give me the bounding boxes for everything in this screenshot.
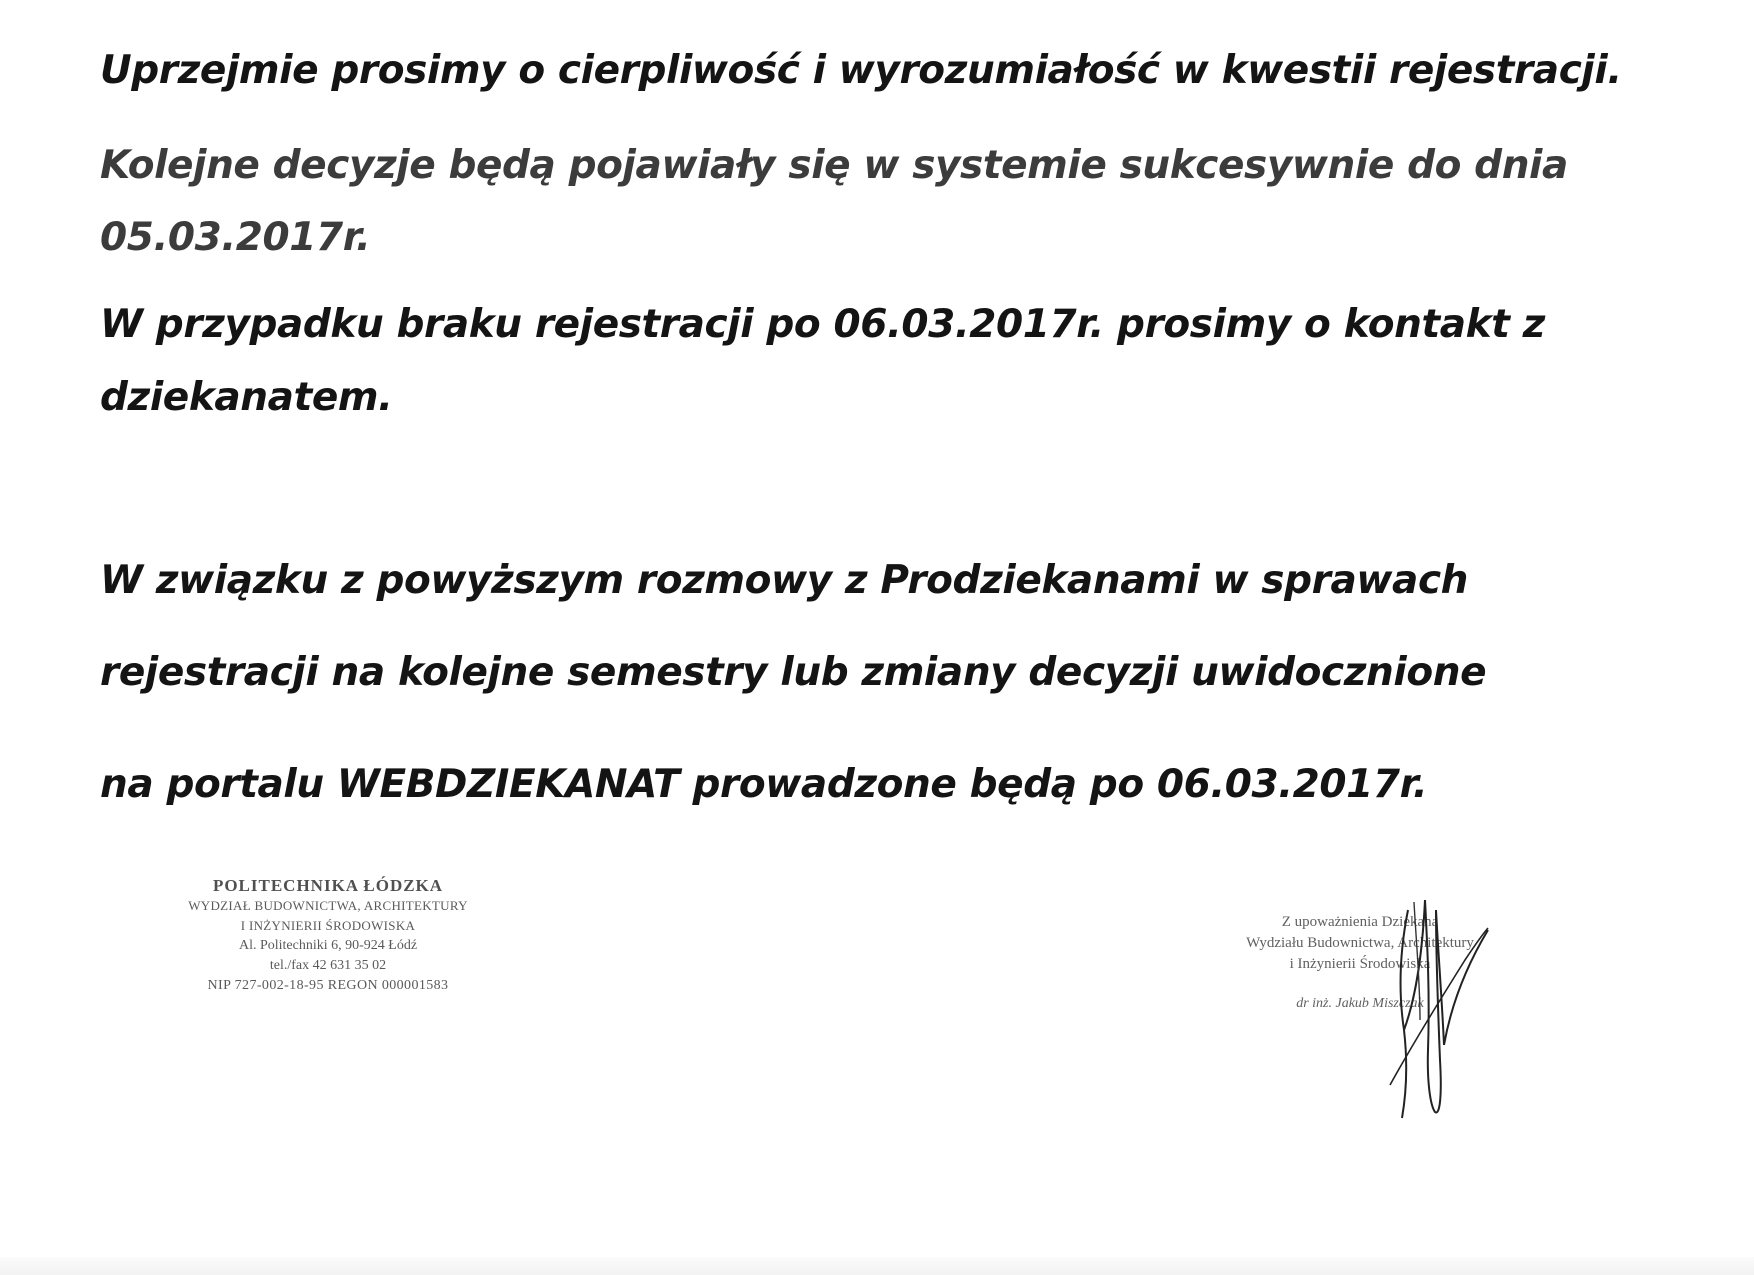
- stamp-university-name: POLITECHNIKA ŁÓDZKA: [212, 876, 444, 895]
- stamp-address: Al. Politechniki 6, 90-924 Łódź: [238, 938, 418, 953]
- authorization-line-2: Wydziału Budownictwa, Architektury: [1246, 935, 1474, 951]
- stamp-faculty-line-2: I INŻYNIERII ŚRODOWISKA: [240, 918, 416, 933]
- paragraph-line-5: dziekanatem.: [100, 375, 393, 420]
- stamp-phone: tel./fax 42 631 35 02: [269, 958, 387, 973]
- authorization-line-1: Z upoważnienia Dziekana: [1281, 914, 1439, 930]
- scan-edge: [0, 1257, 1754, 1275]
- handwritten-signature: [1370, 880, 1500, 1120]
- authorization-line-3: i Inżynierii Środowiska: [1289, 956, 1431, 972]
- stamp-tax-ids: NIP 727-002-18-95 REGON 000001583: [207, 978, 449, 993]
- stamp-faculty-line: WYDZIAŁ BUDOWNICTWA, ARCHITEKTURY: [188, 898, 468, 913]
- faculty-stamp: [148, 876, 508, 996]
- paragraph-line-6: W związku z powyższym rozmowy z Prodziekanami w sprawach: [100, 558, 1469, 603]
- paragraph-line-1: Uprzejmie prosimy o cierpliwość i wyrozumiałość w kwestii rejestracji.: [100, 48, 1622, 93]
- paragraph-line-8: na portalu WEBDZIEKANAT prowadzone będą po 06.03.2017r.: [100, 762, 1428, 807]
- paragraph-line-4: W przypadku braku rejestracji po 06.03.2017r. prosimy o kontakt z: [100, 302, 1545, 347]
- paragraph-line-2: Kolejne decyzje będą pojawiały się w systemie sukcesywnie do dnia: [100, 143, 1568, 188]
- paragraph-line-3: 05.03.2017r.: [100, 215, 371, 260]
- authorization-signatory: dr inż. Jakub Miszczak: [1296, 996, 1424, 1011]
- paragraph-line-7: rejestracji na kolejne semestry lub zmiany decyzji uwidocznione: [100, 650, 1487, 695]
